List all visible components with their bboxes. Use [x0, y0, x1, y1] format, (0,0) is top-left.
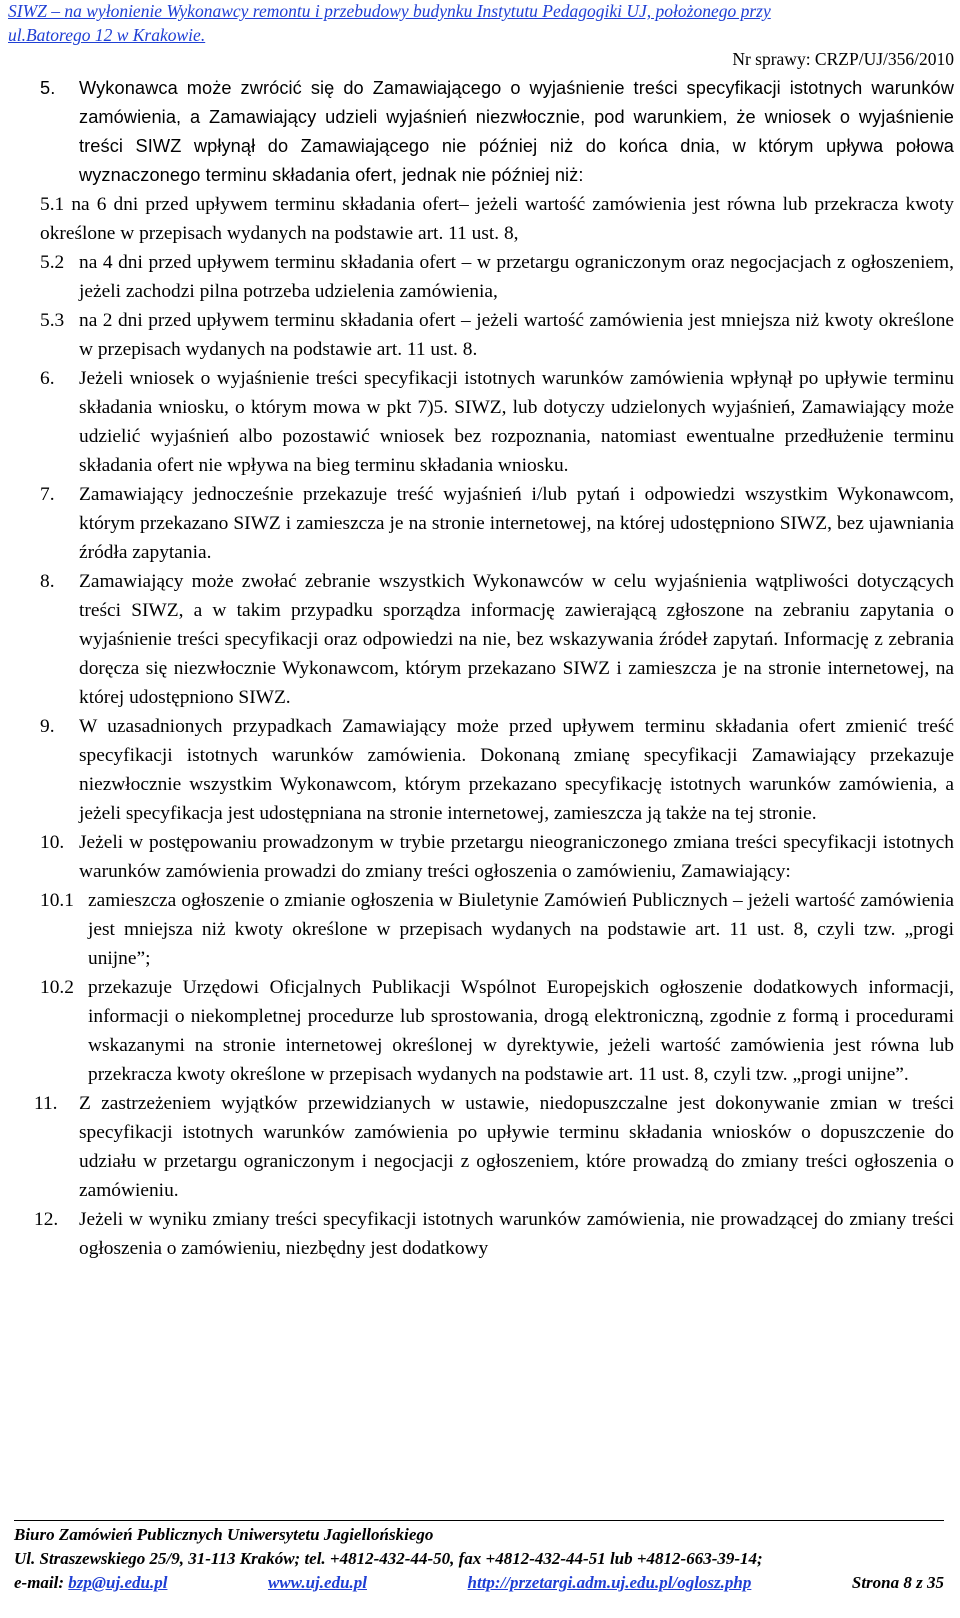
website-link[interactable]: www.uj.edu.pl: [267, 1573, 368, 1592]
list-item-text: Jeżeli wniosek o wyjaśnienie treści specyfikacji istotnych warunków zamówienia wpłynął po upływie terminu składania wniosku, o którym mowa w pkt 7)5. SIWZ, lub dotyczy udzielonych wyjaśnień, Zamawiający może udzielić wyjaśnień albo pozostawić wniosek bez rozpoznania, natomiast ewentualne przedłużenie terminu składania ofert nie wpływa na bieg terminu składania wniosku.: [79, 368, 954, 476]
footer-divider: [14, 1520, 944, 1521]
list-item-text: Jeżeli w wyniku zmiany treści specyfikacji istotnych warunków zamówienia, nie prowadzącej do zmiany treści ogłoszenia o zamówieniu, niezbędny jest dodatkowy: [79, 1209, 954, 1259]
list-item: [0, 828, 960, 886]
running-header-title: SIWZ – na wyłonienie Wykonawcy remontu i przebudowy budynku Instytutu Pedagogiki UJ, położonego przy: [8, 1, 771, 21]
list-item: [0, 1205, 960, 1263]
footer-links: [14, 1571, 944, 1595]
list-item-text: W uzasadnionych przypadkach Zamawiający może przed upływem terminu składania ofert zmienić treść specyfikacji istotnych warunków zamówienia. Dokonaną zmianę specyfikacji Zamawiający przekazuje niezwłocznie wszystkim Wykonawcom, którym przekazano specyfikację istotnych warunków zamówienia, a jeżeli specyfikacja jest udostępniana na stronie internetowej, zamieszcza ją także na tej stronie.: [79, 716, 954, 824]
email-link[interactable]: bzp@uj.edu.pl: [68, 1573, 168, 1592]
list-item-number: 10.2: [40, 977, 74, 998]
list-item-number: 6.: [40, 368, 55, 389]
list-item-number: 12.: [34, 1209, 59, 1230]
list-item-text: przekazuje Urzędowi Oficjalnych Publikacji Wspólnot Europejskich ogłoszenie dodatkowych informacji, informacji o niekompletnej procedurze lub sprostowania, drogą elektroniczną, zgodnie z formą i procedurami wskazanymi na stronie internetowej określonej w dyrektywie, jeżeli wartość zamówienia jest równa lub przekracza kwoty określone w przepisach wydanych na podstawie art. 11 ust. 8, czyli tzw. „progi unijne”.: [88, 977, 954, 1085]
list-item-number: 5.1: [40, 194, 65, 215]
case-number: Nr sprawy: CRZP/UJ/356/2010: [732, 49, 954, 69]
list-item-number: 5.2: [40, 252, 65, 273]
list-item-text: Jeżeli w postępowaniu prowadzonym w trybie przetargu nieograniczonego zmiana treści specyfikacji istotnych warunków zamówienia prowadzi do zmiany treści ogłoszenia o zamówieniu, Zamawiający:: [79, 832, 954, 882]
list-item: [0, 480, 960, 567]
list-item: [0, 712, 960, 828]
list-item: [0, 973, 960, 1089]
list-item-number: 9.: [40, 716, 55, 737]
list-item: [0, 74, 960, 190]
list-item-number: 11.: [34, 1093, 58, 1114]
list-item-text: Z zastrzeżeniem wyjątków przewidzianych w ustawie, niedopuszczalne jest dokonywanie zmian w treści specyfikacji istotnych warunków zamówienia po upływie terminu składania wniosków o dopuszczenie do udziału w przetargu ograniczonym i negocjacji z ogłoszeniem, które prowadzą do zmiany treści ogłoszenia o zamówieniu.: [79, 1093, 954, 1201]
document-body: [0, 74, 960, 1263]
list-item: [0, 248, 960, 306]
list-item: [0, 190, 960, 248]
list-item: [0, 306, 960, 364]
list-item-number: 8.: [40, 571, 55, 592]
list-item: [0, 364, 960, 480]
running-header-address: ul.Batorego 12 w Krakowie.: [8, 25, 206, 45]
list-item-text: na 4 dni przed upływem terminu składania ofert – w przetargu ograniczonym oraz negocjacjach z ogłoszeniem, jeżeli zachodzi pilna potrzeba udzielenia zamówienia,: [79, 252, 954, 302]
list-item-text: Wykonawca może zwrócić się do Zamawiającego o wyjaśnienie treści specyfikacji istotnych warunków zamówienia, a Zamawiający udzieli wyjaśnień niezwłocznie, pod warunkiem, że wniosek o wyjaśnienie treści SIWZ wpłynął do Zamawiającego nie później niż do końca dnia, w którym upływa połowa wyznaczonego terminu składania ofert, jednak nie później niż:: [79, 78, 954, 185]
list-item-text: Zamawiający jednocześnie przekazuje treść wyjaśnień i/lub pytań i odpowiedzi wszystkim Wykonawcom, którym przekazano SIWZ i zamieszcza je na stronie internetowej, na której udostępniono SIWZ, bez ujawniania źródła zapytania.: [79, 484, 954, 563]
list-item: [0, 886, 960, 973]
list-item: [0, 1089, 960, 1205]
list-item-text: zamieszcza ogłoszenie o zmianie ogłoszenia w Biuletynie Zamówień Publicznych – jeżeli wartość zamówienia jest mniejsza niż kwoty określone w przepisach wydanych na podstawie art. 11 ust. 8, czyli tzw. „progi unijne”;: [88, 890, 954, 969]
list-item-number: 7.: [40, 484, 55, 505]
list-item-text: Zamawiający może zwołać zebranie wszystkich Wykonawców w celu wyjaśnienia wątpliwości dotyczących treści SIWZ, a w takim przypadku sporządza informację zawierającą zgłoszone na zebraniu zapytania o wyjaśnienie treści specyfikacji oraz odpowiedzi na nie, bez wskazywania źródeł zapytań. Informację z zebrania doręcza się niezwłocznie Wykonawcom, którym przekazano SIWZ i zamieszcza je na stronie internetowej, na której udostępniono SIWZ.: [79, 571, 954, 708]
list-item-number: 5.: [40, 78, 56, 98]
list-item-text: na 2 dni przed upływem terminu składania ofert – jeżeli wartość zamówienia jest mniejsza niż kwoty określone w przepisach wydanych na podstawie art. 11 ust. 8.: [79, 310, 954, 360]
tender-page-link[interactable]: http://przetargi.adm.uj.edu.pl/oglosz.php: [467, 1573, 752, 1592]
list-item-text: na 6 dni przed upływem terminu składania ofert– jeżeli wartość zamówienia jest równa lub przekracza kwoty określone w przepisach wydanych na podstawie art. 11 ust. 8,: [40, 194, 954, 244]
footer-office-name: Biuro Zamówień Publicznych Uniwersytetu Jagiellońskiego: [14, 1525, 434, 1544]
page-number: Strona 8 z 35: [851, 1573, 944, 1592]
footer-address: Ul. Straszewskiego 25/9, 31-113 Kraków; tel. +4812-432-44-50, fax +4812-432-44-51 lub +4812-663-39-14;: [14, 1549, 763, 1568]
list-item-number: 10.1: [40, 890, 74, 911]
email-label: e-mail:: [14, 1573, 65, 1592]
list-item-number: 10.: [40, 832, 65, 853]
list-item: [0, 567, 960, 712]
list-item-number: 5.3: [40, 310, 65, 331]
